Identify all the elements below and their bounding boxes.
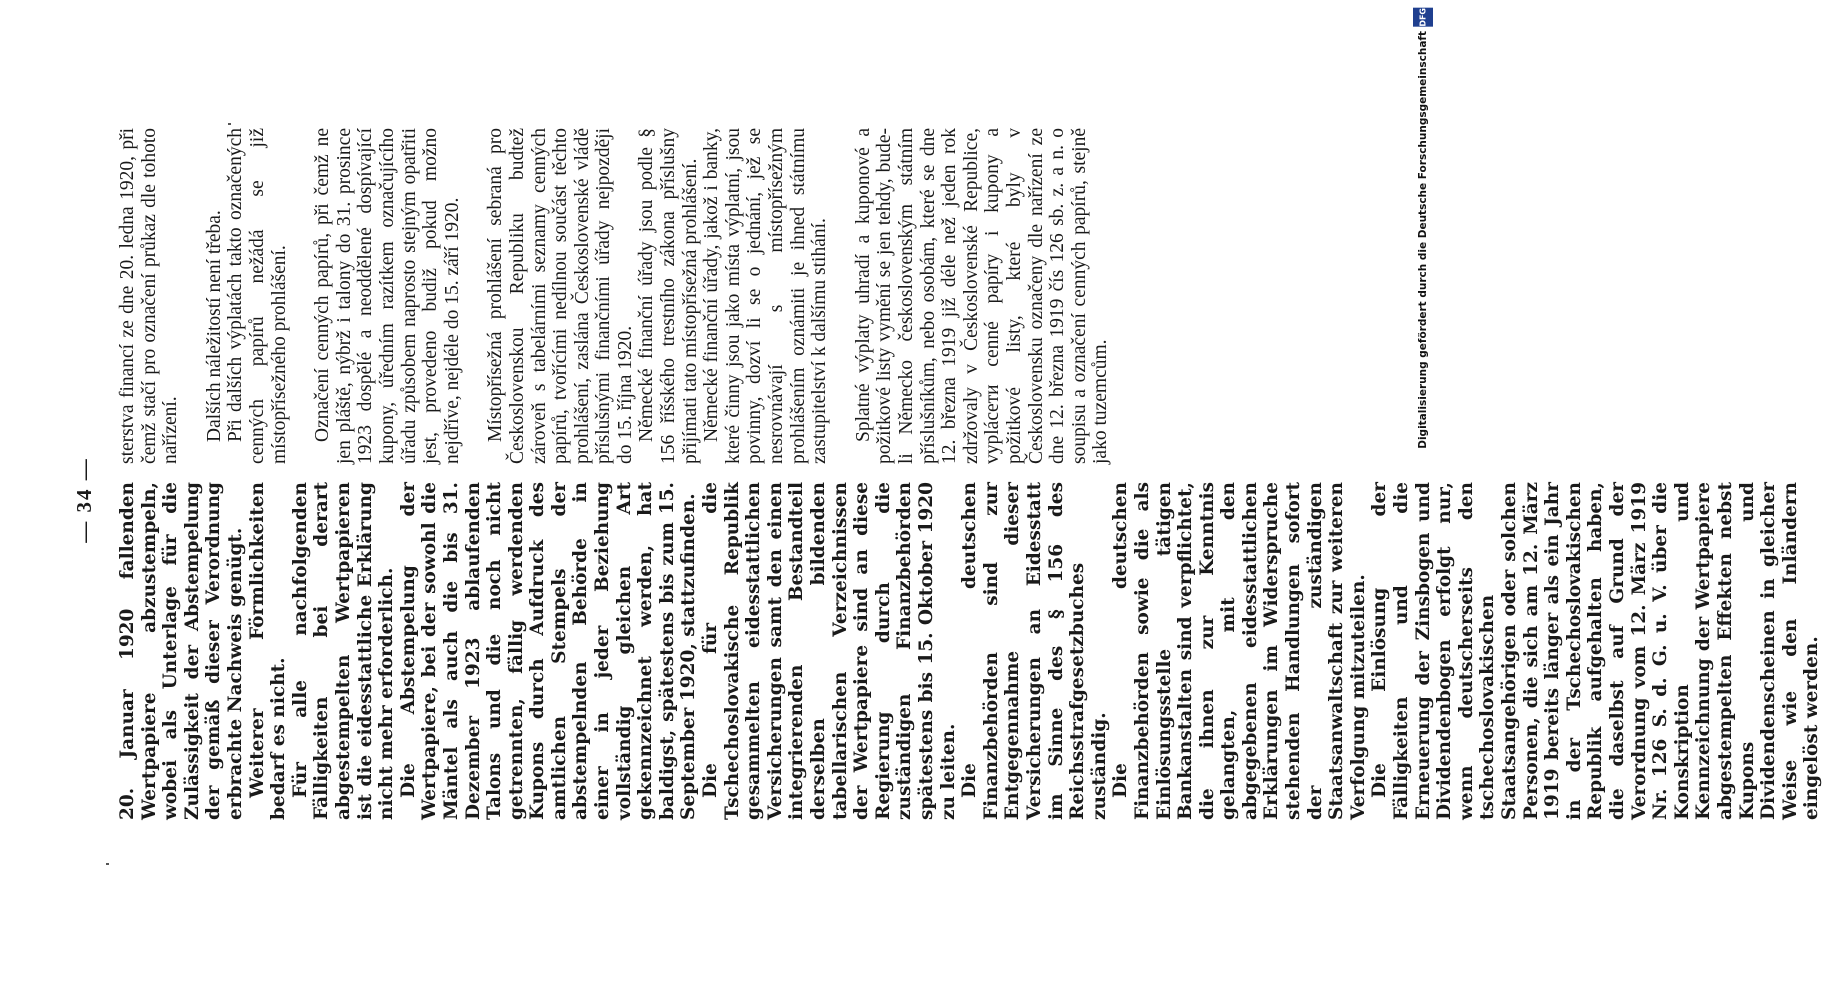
- paragraph-cs-8: Splatné výplaty uhradí a kuponové a požitkové listy vymění se jen tehdy, bude-li Německo československým státním příslušníkům, nebo osobám, které se dne 12. března 1919 již déle než jeden rok zdržovaly v Československé Republice, vyplácети cenné papíry i kupony a požitkové listy, které byly v Československu označeny dle nařízení ze dne 12. března 1919 čís 126 sb. z. a n. o soupisu a označení cenných papírů, stejně jako tuzemcům.: [852, 128, 1112, 464]
- paragraph-cs-5: Místopřísežná prohlášení sebraná pro Československou Republiku budtež zároveň s tabelárními seznamy cenných papírů, tvořícími nedílnou součást těchto prohlášení, zaslána Československé vládě příslušnými finančními úřady nejpozději do 15. října 1920.: [485, 128, 636, 464]
- paragraph-cs-1: sterstva financí ze dne 20. ledna 1920, při čemž stačí pro označení průkaz dle tohoto nařízení.: [117, 128, 182, 464]
- paragraph-cs-4: Označení cenných papírů, při čemž ne jen pláště, nýbrž i talony do 31. prosince 1923 dospělé a neoddělené dospívající kupony, úředním razítkem označujícího úřadu způsobem naprosto stejným opatřiti jest, provedeno budiž pokud možno nejdříve, nejdéle do 15. září 1920.: [312, 128, 463, 464]
- paragraph-de-5: Die für die Tschechoslovakische Republik gesammelten eidesstattlichen Versicherungen samt den einen integrierenden Bestandteil derselben bildenden tabellarischen Verzeichnissen der Wertpapiere sind an diese Regierung durch die zuständigen Finanzbehörden spätestens bis 15. Oktober 1920 zu leiten.: [700, 482, 959, 820]
- paragraph-de-2: Weiterer Förmlichkeiten bedarf es nicht.: [246, 482, 290, 820]
- paragraph-de-1: 20. Januar 1920 fallenden Wertpapiere abzustempeln, wobei als Unterlage für die Zulässigkeit der Abstempelung der gemäß dieser Verordnung erbrachte Nachweis genügt.: [117, 482, 246, 820]
- paragraph-de-3: Für alle nachfolgenden Fälligkeiten bei derart abgestempelten Wertpapieren ist die eidesstattliche Erklärung nicht mehr erforderlich.: [289, 482, 398, 820]
- german-column: [117, 482, 1823, 820]
- paragraph-cs-3: Při dalších výplatách takto označených cenných papírů nežádá se již místopřísežného prohlášení.: [225, 128, 290, 464]
- digitization-credit: Digitalisierung gefördert durch die Deutsche Forschungsgemeinschaft: [1417, 30, 1429, 449]
- page-number: — 34 —: [72, 457, 96, 543]
- digitization-sidebar: [1412, 8, 1434, 449]
- scan-speck: [106, 863, 109, 865]
- scan-speck: [228, 123, 231, 125]
- paragraph-de-7: Die deutschen Finanzbehörden sowie die als Einlösungsstelle tätigen Bankanstalten sind verpflichtet, die ihnen zur Kenntnis gelangten, mit den abgegebenen eidesstattlichen Erklärungen im Widerspruche stehenden Handlungen sofort der zuständigen Staatsanwaltschaft zur weiteren Verfolgung mitzuteilen.: [1110, 482, 1369, 820]
- paragraph-de-8: Die Einlösung der Fälligkeiten und die Erneuerung der Zinsbogen und Dividendenbogen erfolgt nur, wenn deutscherseits den tschechoslovakischen Staatsangehörigen oder solchen Personen, die sich am 12. März 1919 bereits länger als ein Jahr in der Tschechoslovakischen Republik aufgehalten haben, die daselbst auf Grund der Verordnung vom 12. März 1919 Nr. 126 S. d. G. u. V. über die Konskription und Kennzeichnung der Wertpapiere abgestempelten Effekten nebst Kupons und Dividendenscheinen in gleicher Weise wie den Inländern eingelöst werden.: [1369, 482, 1823, 820]
- dfg-logo-icon: DFG: [1413, 8, 1433, 27]
- paragraph-cs-7: Německé finanční úřady, jakož i banky, které činny jsou jako místa výplatní, jsou povinny, dozví li se o jednání, jež se nesrovnávají s místopřísežným prohlášením oznámiti je ihned státnímu zastupitelství k dalšímu stihání.: [701, 128, 831, 464]
- paragraph-de-6: Die deutschen Finanzbehörden sind zur Entgegennahme dieser Versicherungen an Eidesstatt im Sinne des § 156 des Reichsstrafgesetzbuches zuständig.: [959, 482, 1110, 820]
- czech-column: [117, 128, 1112, 464]
- paragraph-cs-6: Německé finanční úřady jsou podle § 156 říšského trestního zákona příslušny přijímati tato místopřísežná prohlášení.: [636, 128, 701, 464]
- paragraph-de-4: Die Abstempelung der Wertpapiere, bei der sowohl die Mäntel als auch die bis 31. Dezember 1923 ablaufenden Talons und die noch nicht getrennten, fällig werdenden Kupons durch Aufdruck des amtlichen Stempels der abstempelnden Behörde in einer in jeder Beziehung vollständig gleichen Art gekennzeichnet werden, hat baldigst, spätestens bis zum 15. September 1920, stattzufinden.: [397, 482, 700, 820]
- paragraph-cs-2: Dalších náležitostí není třeba.: [203, 210, 225, 442]
